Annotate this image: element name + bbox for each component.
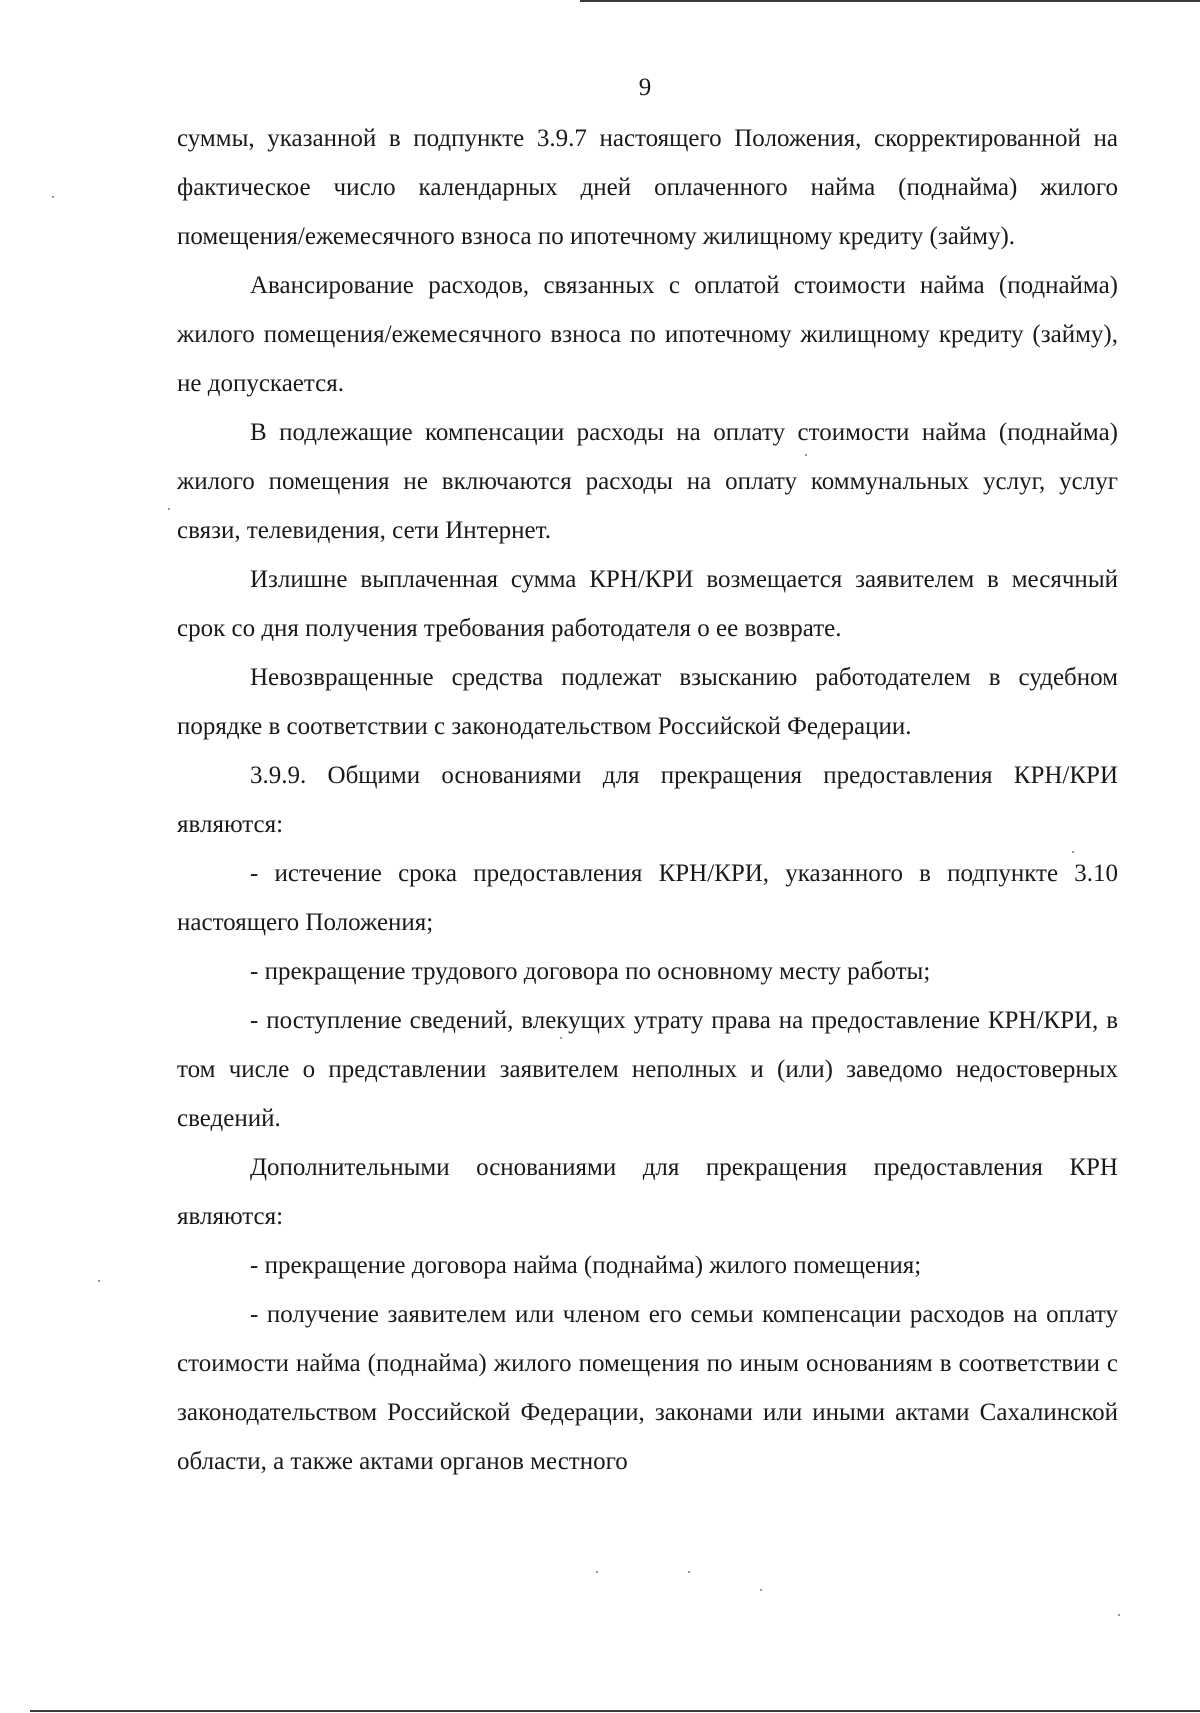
scan-speck [596, 1571, 598, 1573]
list-item: - поступление сведений, влекущих утрату права на предоставление КРН/КРИ, в том числе о представлении заявителем неполных и (или) заведомо недостоверных сведений. [177, 1007, 1118, 1132]
paragraph: Авансирование расходов, связанных с оплатой стоимости найма (поднайма) жилого помещения/ежемесячного взноса по ипотечному жилищному кредиту (займу), не допускается. [177, 272, 1118, 397]
paragraph: 3.9.9. Общими основаниями для прекращения предоставления КРН/КРИ являются: [177, 762, 1118, 838]
paragraph: Излишне выплаченная сумма КРН/КРИ возмещается заявителем в месячный срок со дня получения требования работодателя о ее возврате. [177, 566, 1118, 642]
scan-speck [52, 196, 54, 198]
paragraph: Невозвращенные средства подлежат взысканию работодателем в судебном порядке в соответствии с законодательством Российской Федерации. [177, 664, 1118, 740]
scan-speck [560, 1037, 562, 1039]
scan-speck [805, 454, 807, 456]
scan-speck [1072, 851, 1074, 853]
scan-speck [688, 1571, 690, 1573]
scan-speck [98, 1280, 100, 1282]
scan-speck [1118, 1614, 1120, 1616]
page-number: 9 [638, 74, 652, 101]
document-body [177, 114, 1118, 1486]
list-item: - получение заявителем или членом его семьи компенсации расходов на оплату стоимости найма (поднайма) жилого помещения по иным основаниям в соответствии с законодательством Российской Федерации, законами или иными актами Сахалинской области, а также актами органов местного [177, 1301, 1118, 1475]
scan-speck [760, 1589, 762, 1591]
scan-border-bottom [30, 1710, 1200, 1712]
list-item: - прекращение трудового договора по основному месту работы; [250, 958, 931, 985]
list-item: - прекращение договора найма (поднайма) жилого помещения; [250, 1252, 922, 1279]
scan-border-top [580, 0, 1200, 2]
paragraph: Дополнительными основаниями для прекращения предоставления КРН являются: [177, 1154, 1118, 1230]
paragraph: В подлежащие компенсации расходы на оплату стоимости найма (поднайма) жилого помещения не включаются расходы на оплату коммунальных услуг, услуг связи, телевидения, сети Интернет. [177, 419, 1118, 544]
paragraph: суммы, указанной в подпункте 3.9.7 настоящего Положения, скорректированной на фактическое число календарных дней оплаченного найма (поднайма) жилого помещения/ежемесячного взноса по ипотечному жилищному кредиту (займу). [177, 125, 1118, 250]
scan-speck [168, 508, 170, 510]
list-item: - истечение срока предоставления КРН/КРИ, указанного в подпункте 3.10 настоящего Положения; [177, 860, 1118, 936]
